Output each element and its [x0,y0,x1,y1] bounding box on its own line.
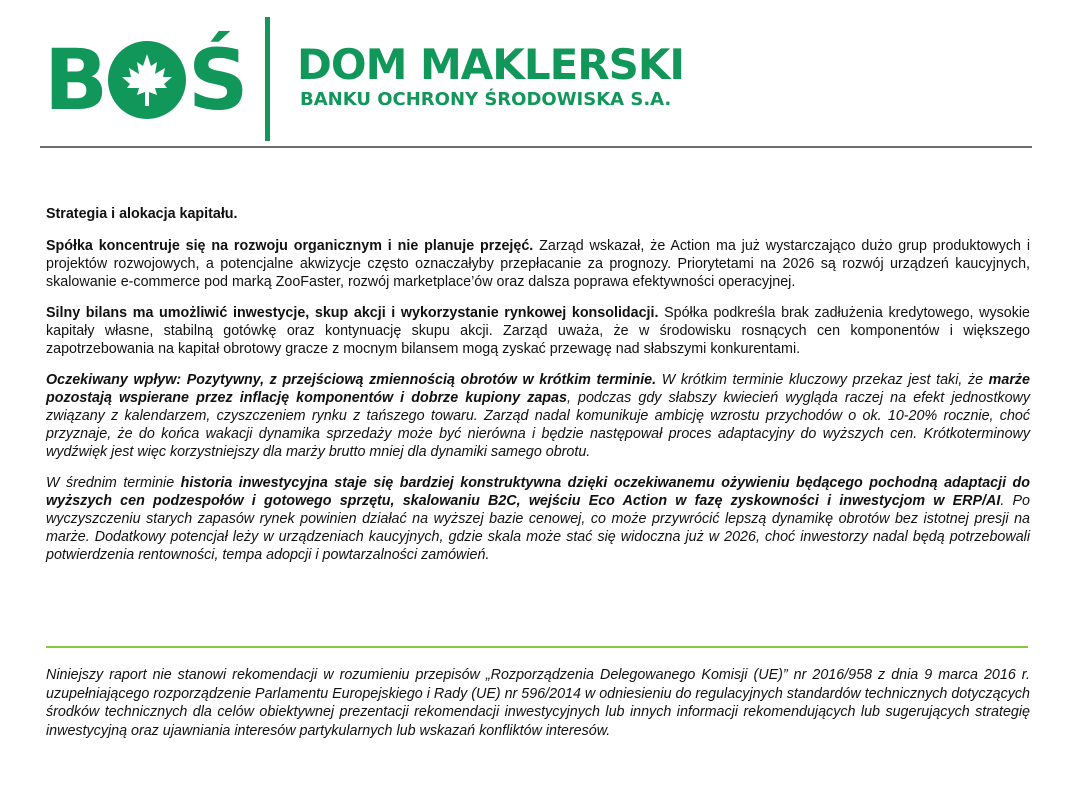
paragraph-mid-term [46,474,1030,564]
maple-leaf-icon [108,41,186,119]
impact-highlight: marże pozostają wspierane przez inflację komponentów i dobrze kupiony zapas [46,372,1030,406]
header-rule [40,146,1032,148]
logo-letter-s: Ś [188,31,247,129]
disclaimer-divider [46,646,1028,648]
page-header [0,0,1080,150]
paragraph-strategy-lead: Spółka koncentruje się na rozwoju organicznym i nie planuje przejęć. [46,238,534,254]
section-title-text: Strategia i alokacja kapitału. [46,206,238,222]
section-title [46,205,1030,223]
paragraph-balance-lead: Silny bilans ma umożliwić inwestycje, skup akcji i wykorzystanie rynkowej konsolidacji. [46,305,659,321]
maple-leaf-svg [117,50,177,110]
paragraph-strategy [46,237,1030,291]
paragraph-strategy-text: Zarząd wskazał, że Action ma już wystarczająco dużo grup produktowych i projektów rozwojowych, a potencjalne akwizycje często oznaczałyby przepłacanie za prognozy. Priorytetami na 2026 są rozwój urządzeń kaucyjnych, skalowanie e-commerce pod marką ZooFaster, rozwój marketplace’ów oraz dalsza poprawa efektywności operacyjnej. [46,238,1031,290]
impact-text-1: W krótkim terminie kluczowy przekaz jest taki, że [656,372,989,388]
report-body [46,205,1030,577]
paragraph-expected-impact [46,371,1030,461]
midterm-text-1: W średnim terminie [46,475,181,491]
brand-subtitle: BANKU OCHRONY ŚRODOWISKA S.A. [300,89,672,110]
midterm-text-2: . Po wyczyszczeniu starych zapasów rynek powinien działać na wyższej bazie cenowej, co może przywrócić lepszą dynamikę obrotów bez istotnej presji na marże. Dodatkowy potencjał leży w urządzeniach kaucyjnych, gdzie skala może stać się widoczna już w 2026, choć inwestorzy nadal będą potrzebowali potwierdzenia rentowności, tempa adopcji i powtarzalności zamówień. [46,493,1030,563]
brand-name: DOM MAKLERSKI [297,40,685,89]
midterm-highlight: historia inwestycyjna staje się bardziej konstruktywna dzięki oczekiwanemu ożywieniu będącego pochodną adaptacji do wyższych cen podzespołów i gotowego sprzętu, skalowaniu B2C, wejściu Eco Action w fazę zyskowności i inwestycjom w ERP/AI [46,475,1031,509]
impact-lead: Oczekiwany wpływ: Pozytywny, z przejściową zmiennością obrotów w krótkim terminie. [46,372,657,388]
bos-logo [44,30,247,130]
logo-letter-b: B [44,31,107,129]
logo-divider [265,17,270,141]
disclaimer-text: Niniejszy raport nie stanowi rekomendacji w rozumieniu przepisów „Rozporządzenia Delegowanego Komisji (UE)” nr 2016/958 z dnia 9 marca 2016 r. uzupełniającego rozporządzenie Parlamentu Europejskiego i Rady (UE) nr 596/2014 w odniesieniu do regulacyjnych standardów technicznych dotyczących środków technicznych dla celów obiektywnej prezentacji rekomendacji inwestycyjnych lub innych informacji rekomendujących lub sugerujących strategię inwestycyjną oraz ujawniania interesów partykularnych lub wskazań konfliktów interesów. [46,667,1030,739]
paragraph-balance-sheet [46,304,1030,358]
impact-text-2: , podczas gdy słabszy kwiecień wygląda raczej na efekt jednostkowy związany z kalendarzem, czyszczeniem rynku z tańszego towaru. Zarząd nadal komunikuje ambicję wzrostu przychodów o ok. 10-20% rocznie, choć przyznaje, że do końca wakacji dynamika sprzedaży może być nierówna i będzie następował proces adaptacyjny do wyższych cen. Krótkoterminowy wydźwięk jest więc korzystniejszy dla marży brutto mniej dla dynamiki samego obrotu. [46,390,1030,460]
paragraph-balance-text: Spółka podkreśla brak zadłużenia kredytowego, wysokie kapitały własne, stabilną gotówkę oraz kontynuację skupu akcji. Zarząd uważa, że w środowisku rosnących cen komponentów i większego zapotrzebowania na kapitał obrotowy gracze z mocnym bilansem mogą zyskać przewagę nad słabszymi konkurentami. [46,305,1031,357]
